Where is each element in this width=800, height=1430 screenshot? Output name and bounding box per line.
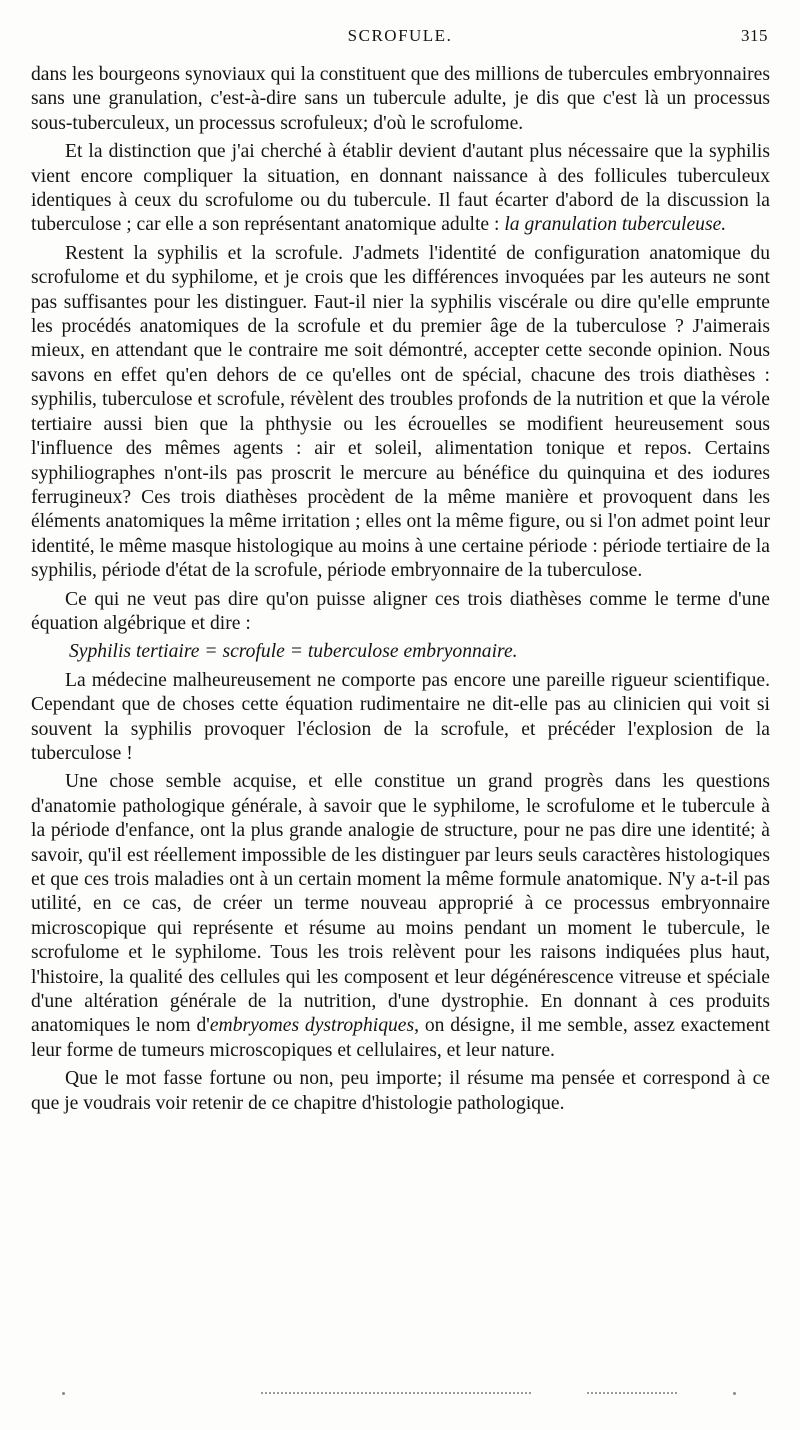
footer-dots-right bbox=[587, 1392, 677, 1394]
paragraph-2-text: Et la distinction que j'ai cherché à établir devient d'autant plus nécessaire que la syphilis vient encore compliquer la situation, en donnant naissance à des follicules tuberculeux identiques à ceux du scrofulome ou du tubercule. Il faut écarter d'abord de la discussion la tuberculose ; car elle a son représentant anatomique adulte : bbox=[31, 141, 770, 236]
paragraph-5: La médecine malheureusement ne comporte pas encore une pareille rigueur scientifique. Cependant que de choses cette équation rudimentaire ne dit-elle pas au clinicien qui voit si souvent la syphilis provoquer l'éclosion de la scrofule, et précéder l'explosion de la tuberculose ! bbox=[31, 669, 770, 764]
page-header bbox=[30, 26, 770, 52]
footer-dot-left bbox=[62, 1392, 65, 1395]
footer-dots-middle bbox=[261, 1392, 531, 1394]
paragraph-6-text: Une chose semble acquise, et elle constitue un grand progrès dans les questions d'anatomie pathologique générale, à savoir que le syphilome, le scrofulome et le tubercule à la période d'enfance, ont la plus grande analogie de structure, pour ne pas dire une identité; à savoir, qu'il est réellement impossible de les distinguer par leurs seuls caractères histologiques et que ces trois maladies ont à un certain moment la même formule anatomique. N'y a-t-il pas utilité, en ce cas, de créer un terme nouveau approprié à ce processus embryonnaire microscopique qui représente et résume au moins pendant un moment le tubercule, le scrofulome et le syphilome. Tous les trois relèvent pour les raisons indiquées plus haut, l'histoire, la qualité des cellules qui les composent et leur dégénérescence vitreuse et spéciale d'une altération générale de la nutrition, d'une dystrophie. En donnant à ces produits anatomiques le nom d' bbox=[31, 771, 770, 1037]
equation-line: Syphilis tertiaire = scrofule = tuberculose embryonnaire. bbox=[69, 641, 518, 663]
page-body bbox=[31, 63, 770, 1120]
paragraph-3: Restent la syphilis et la scrofule. J'admets l'identité de configuration anatomique du scrofulome et du syphilome, et je crois que les différences invoquées par les auteurs ne sont pas suffisantes pour les distinguer. Faut-il nier la syphilis viscérale ou dire qu'elle emprunte les procédés anatomiques de la scrofule et du premier âge de la tuberculose ? J'aimerais mieux, en attendant que le contraire me soit démontré, accepter cette seconde opinion. Nous savons en effet qu'en dehors de ce qu'elles ont de spécial, chacune des trois diathèses : syphilis, tuberculose et scrofule, révèlent des troubles profonds de la nutrition et que la vérole tertiaire aussi bien que la phthysie ou les écrouelles se modifient heureusement sous l'influence des mêmes agents : air et soleil, alimentation tonique et repos. Certains syphiliographes n'ont-ils pas proscrit le mercure au bénéfice du quinquina et des iodures ferrugineux? Ces trois diathèses procèdent de la même manière et provoquent dans les éléments anatomiques la même irritation ; elles ont la même figure, ou si l'on admet point leur identité, le même masque histologique au moins à une certaine période : période tertiaire de la syphilis, période d'état de la scrofule, période embryonnaire de la tuberculose. bbox=[31, 242, 770, 582]
paragraph-1: dans les bourgeons synoviaux qui la constituent que des millions de tubercules embryonnaires sans une granulation, c'est-à-dire sans un tubercule adulte, je dis que c'est là un processus sous-tuberculeux, un processus scrofuleux; d'où le scrofulome. bbox=[31, 64, 770, 134]
paragraph-2-italic: la granulation tuberculeuse. bbox=[504, 214, 727, 236]
footer-dot-end bbox=[733, 1392, 736, 1395]
paragraph-6-italic: embryomes dystrophiques bbox=[209, 1015, 415, 1037]
running-title: SCROFULE. bbox=[347, 26, 453, 45]
paragraph-6-text-end: , on désigne, il me semble, assez exactement leur forme de tumeurs microscopiques et cellulaires, et leur nature. bbox=[31, 1015, 770, 1061]
paragraph-7: Que le mot fasse fortune ou non, peu importe; il résume ma pensée et correspond à ce que je voudrais voir retenir de ce chapitre d'histologie pathologique. bbox=[31, 1068, 770, 1114]
footer-dotted-rule bbox=[62, 1390, 736, 1396]
paragraph-4: Ce qui ne veut pas dire qu'on puisse aligner ces trois diathèses comme le terme d'une équation algébrique et dire : bbox=[31, 588, 770, 634]
page-number: 315 bbox=[741, 26, 768, 45]
paragraph-6 bbox=[31, 770, 770, 1063]
paragraph-2 bbox=[31, 140, 770, 238]
